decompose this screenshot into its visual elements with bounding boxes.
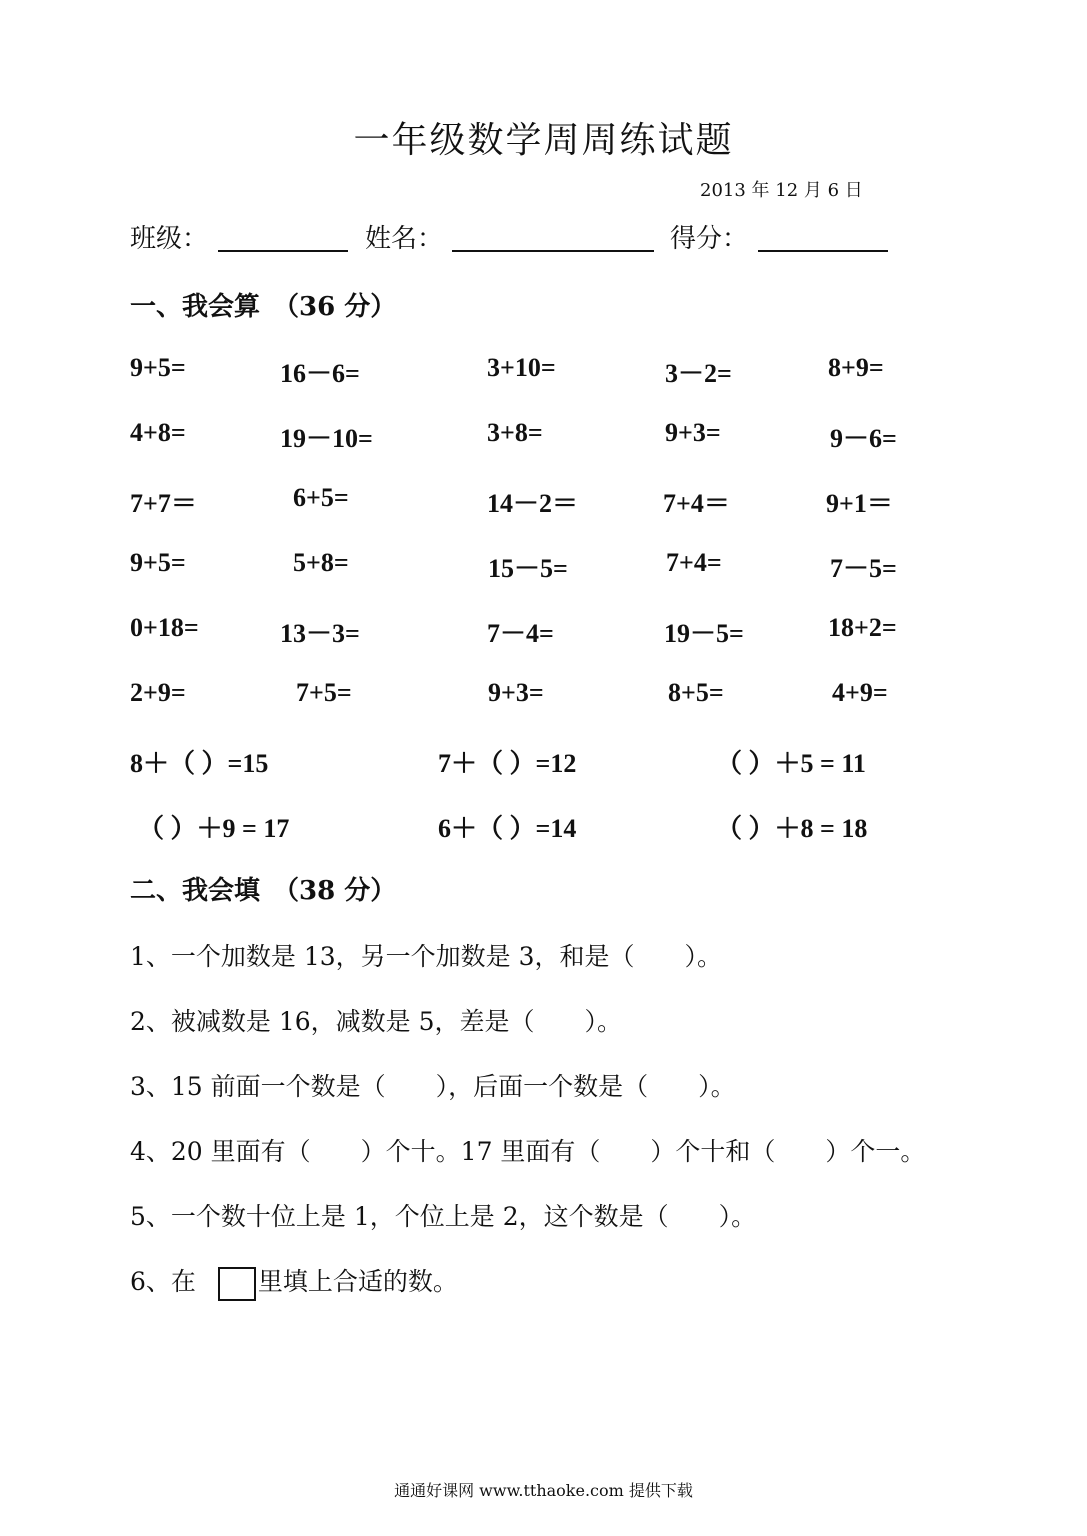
name-label: 姓名：: [365, 224, 444, 254]
calc-item: 3+10=: [487, 353, 556, 382]
fill-calc-item: （ ）＋9 = 17: [138, 814, 290, 843]
name-blank[interactable]: [452, 250, 654, 252]
calc-item: 9+3=: [488, 678, 544, 707]
question-5: 5、一个数十位上是 1，个位上是 2，这个数是（ ）。: [130, 1202, 757, 1231]
calc-item: 8+9=: [828, 353, 884, 382]
calc-item: 7－5=: [830, 554, 897, 583]
calc-item: 9+5=: [130, 548, 186, 577]
question-3: 3、15 前面一个数是（ ），后面一个数是（ ）。: [130, 1072, 736, 1101]
score-label: 得分：: [670, 224, 749, 254]
page-title: 一年级数学周周练试题: [353, 120, 734, 161]
calc-item: 2+9=: [130, 678, 186, 707]
calc-item: 4+9=: [832, 678, 888, 707]
calc-item: 7+7＝: [130, 489, 197, 518]
calc-item: 8+5=: [668, 678, 724, 707]
fill-calc-item: （ ）＋8 = 18: [716, 814, 868, 843]
calc-item: 9+3=: [665, 418, 721, 447]
answer-box: [218, 1267, 256, 1301]
footer-source: 通通好课网 www.tthaoke.com 提供下载: [394, 1481, 693, 1500]
question-6-suffix: 里填上合适的数。: [257, 1267, 458, 1296]
calc-item: 3+8=: [487, 418, 543, 447]
calc-item: 6+5=: [293, 483, 349, 512]
calc-item: 5+8=: [293, 548, 349, 577]
section-2-heading: 二、我会填 （38 分）: [130, 876, 397, 906]
calc-item: 19－5=: [664, 619, 744, 648]
class-blank[interactable]: [218, 250, 348, 252]
fill-calc-item: 6＋（ ）=14: [438, 814, 577, 843]
calc-item: 9－6=: [830, 424, 897, 453]
fill-calc-item: 7＋（ ）=12: [438, 749, 577, 778]
score-blank[interactable]: [758, 250, 888, 252]
fill-calc-item: （ ）＋5 = 11: [716, 749, 866, 778]
calc-item: 13－3=: [280, 619, 360, 648]
question-2: 2、被减数是 16，减数是 5，差是（ ）。: [130, 1007, 623, 1036]
calc-item: 16－6=: [280, 359, 360, 388]
calc-item: 9+1＝: [826, 489, 893, 518]
calc-item: 9+5=: [130, 353, 186, 382]
calc-item: 4+8=: [130, 418, 186, 447]
calc-item: 3－2=: [665, 359, 732, 388]
calc-item: 19－10=: [280, 424, 373, 453]
calc-item: 7+4＝: [663, 489, 730, 518]
class-label: 班级：: [130, 224, 209, 254]
calc-item: 7+5=: [296, 678, 352, 707]
question-4: 4、20 里面有（ ）个十。17 里面有（ ）个十和（ ）个一。: [130, 1137, 926, 1166]
calc-item: 7+4=: [666, 548, 722, 577]
exam-date: 2013 年 12 月 6 日: [700, 180, 863, 201]
calc-item: 14－2＝: [487, 489, 579, 518]
calc-item: 18+2=: [828, 613, 897, 642]
question-1: 1、一个加数是 13，另一个加数是 3，和是（ ）。: [130, 942, 723, 971]
section-1-heading: 一、我会算 （36 分）: [130, 292, 397, 322]
calc-item: 7－4=: [487, 619, 554, 648]
fill-calc-item: 8＋（ ）=15: [130, 749, 269, 778]
calc-item: 0+18=: [130, 613, 199, 642]
question-6-prefix: 6、在: [130, 1267, 196, 1296]
question-6: [130, 1262, 458, 1301]
calc-item: 15－5=: [488, 554, 568, 583]
